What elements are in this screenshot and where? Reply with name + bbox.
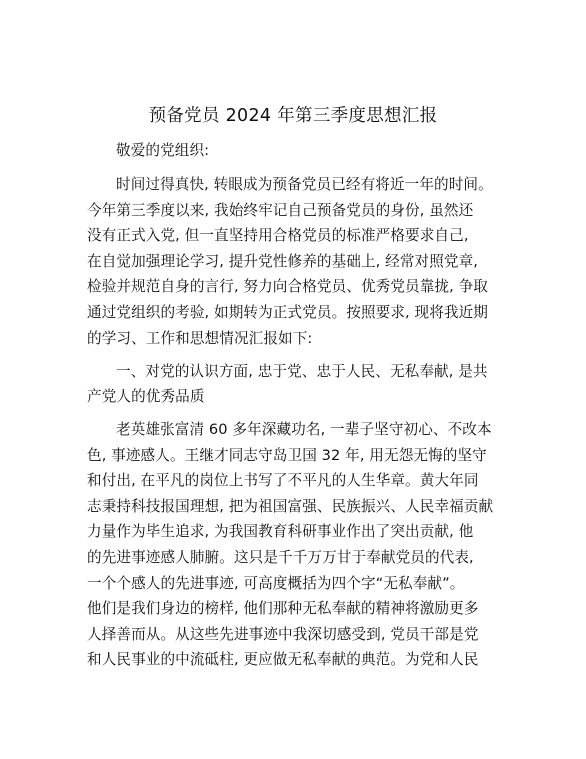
section-heading-line-2: 产党人的优秀品质 bbox=[87, 388, 205, 405]
section-heading-line-1: 一、对党的认识方面, 忠于党、忠于人民、无私奉献, 是共 bbox=[116, 363, 488, 380]
body-line-5: 检验并规范自身的言行, 努力向合格党员、优秀党员靠拢, 争取 bbox=[87, 278, 488, 295]
body-line-9: 色, 事迹感人。王继才同志守岛卫国 32 年, 用无怨无悔的坚守 bbox=[87, 447, 487, 464]
body-line-8: 老英雄张富清 60 多年深藏功名, 一辈子坚守初心、不改本 bbox=[116, 421, 492, 438]
body-line-7: 的学习、工作和思想情况汇报如下: bbox=[87, 330, 313, 347]
body-line-13: 的先进事迹感人肺腑。这只是千千万万甘于奉献党员的代表, bbox=[87, 549, 474, 566]
body-line-10: 和付出, 在平凡的岗位上书写了不平凡的人生华章。黄大年同 bbox=[87, 472, 479, 489]
body-line-15: 他们是我们身边的榜样, 他们那种无私奉献的精神将激励更多 bbox=[87, 600, 479, 617]
body-line-17: 和人民事业的中流砥柱, 更应做无私奉献的典范。为党和人民 bbox=[87, 651, 479, 668]
body-line-11: 志秉持科技报国理想, 把为祖国富强、民族振兴、人民幸福贡献 bbox=[87, 498, 494, 515]
body-line-2: 今年第三季度以来, 我始终牢记自己预备党员的身份, 虽然还 bbox=[87, 202, 474, 219]
salutation: 敬爱的党组织: bbox=[116, 142, 210, 159]
body-line-3: 没有正式入党, 但一直坚持用合格党员的标准严格要求自己, bbox=[87, 227, 469, 244]
body-line-12: 力量作为毕生追求, 为我国教育科研事业作出了突出贡献, 他 bbox=[87, 523, 474, 540]
body-line-6: 通过党组织的考验, 如期转为正式党员。按照要求, 现将我近期 bbox=[87, 304, 488, 321]
body-line-14: 一个个感人的先进事迹, 可高度概括为四个字“无私奉献”。 bbox=[87, 575, 465, 592]
body-line-16: 人择善而从。从这些先进事迹中我深切感受到, 党员干部是党 bbox=[87, 626, 479, 643]
document-title: 预备党员 2024 年第三季度思想汇报 bbox=[148, 106, 438, 126]
body-line-4: 在自觉加强理论学习, 提升党性修养的基础上, 经常对照党章, bbox=[87, 253, 479, 270]
body-line-1: 时间过得真快, 转眼成为预备党员已经有将近一年的时间。 bbox=[116, 176, 493, 193]
